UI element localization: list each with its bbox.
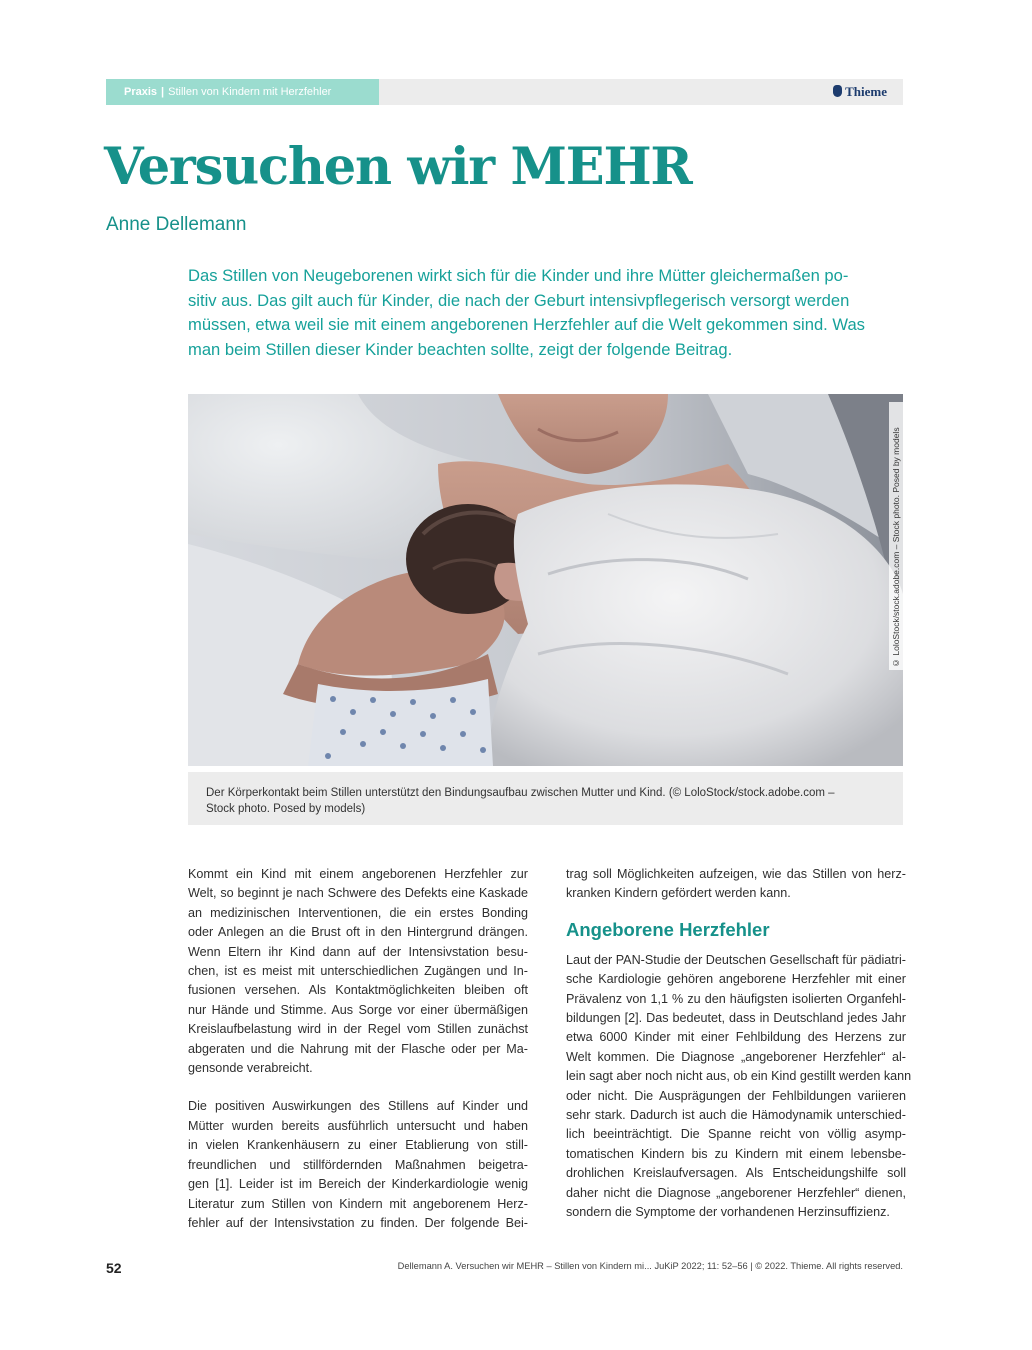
section-heading: Angeborene Herzfehler [566,918,770,940]
footer-citation: Dellemann A. Versuchen wir MEHR – Stillen von Kindern mi... JuKiP 2022; 11: 52–56 | © 2022. Thieme. All rights reserved. [397,1261,903,1271]
running-header [106,79,903,105]
text-line: lich beeinträchtigt. Die Spanne reicht von völlig asymp- [566,1127,906,1142]
body-paragraph [566,951,912,1223]
lead-line: Das Stillen von Neugeborenen wirkt sich für die Kinder und ihre Mütter gleichermaßen po- [188,266,849,285]
text-line: Kreislaufbelastung wird in der Regel vom Stillen zunächst [188,1022,528,1037]
body-column-left [188,865,528,1233]
text-line: gen [1]. Leider ist im Bereich der Kinderkardiologie wenig [188,1177,528,1192]
text-line: Welt kommen. Die Diagnose „angeborener Herzfehler“ al- [566,1049,906,1064]
photo-credit: © LoloStock/stock.adobe.com – Stock photo. Posed by models [891,427,901,668]
brand-name: Thieme [845,84,887,99]
caption-line: Stock photo. Posed by models) [206,803,366,815]
text-line: lein sagt aber noch nicht aus, ob ein Kind gestillt werden kann [566,1069,912,1084]
body-column-right [566,865,912,1223]
text-line: sehr stark. Dadurch ist auch die Hämodynamik unterschied- [566,1108,906,1123]
text-line: sondern die Symptome der vorhandenen Herzinsuffizienz. [566,1205,890,1220]
body-paragraph [188,1097,528,1233]
breastfeeding-photo-illustration [188,394,903,766]
text-line: abgeraten und die Nahrung mit der Flasche oder per Ma- [188,1041,528,1056]
lead-line: sitiv aus. Das gilt auch für Kinder, die nach der Geburt intensivpflegerisch versorgt werden [188,290,850,310]
text-line: Wenn Eltern ihr Kind dann auf der Intensivstation besu- [188,944,528,959]
text-line: an medizinischen Interventionen, die ein erstes Bonding [188,905,528,920]
text-line: kranken Kindern gefördert werden kann. [566,886,791,901]
text-line: daher nicht die Diagnose „angeborener Herzfehler“ dienen, [566,1185,906,1200]
text-line: fusionen versehen. Als Kontaktmöglichkeiten bleiben oft [188,983,528,998]
thieme-logo-icon [833,85,842,97]
figure-caption [188,772,903,825]
text-line: oder nicht. Die Ausprägungen der Fehlbildungen variieren [566,1088,906,1103]
text-line: chen, ist es meist mit unterschiedlichen Zugängen und In- [188,964,528,979]
text-line: Die positiven Auswirkungen des Stillens auf Kinder und [188,1099,528,1114]
page-number: 52 [106,1260,122,1276]
text-line: bildungen [2]. Das bedeutet, dass in Deutschland jedes Jahr [566,1011,906,1026]
section-label: Stillen von Kindern mit Herzfehler [168,86,332,98]
text-line: sche Kardiologie gehören angeborene Herzfehler mit einer [566,972,906,987]
category-label: Praxis [124,86,158,98]
lead-line: müssen, etwa weil sie mit einem angeborenen Herzfehler auf die Welt gekommen sind. Was [188,315,865,335]
header-separator: | [161,86,165,98]
article-photo [188,394,903,766]
text-line: Prävalenz von 1,1 % zu den häufigsten isolierten Organfehl- [566,991,906,1006]
section-tag [106,79,379,105]
publisher-logo [833,79,887,105]
article-title: Versuchen wir MEHR [104,137,692,197]
text-line: Welt, so beginnt je nach Schwere des Defekts eine Kaskade [188,886,528,901]
text-line: Literatur zum Stillen von Kindern mit angeborenem Herz- [188,1196,528,1211]
paragraph-gap [188,1078,528,1097]
text-line: drohlichen Kreislaufversagen. Als Entscheidungshilfe soll [566,1166,906,1181]
article-author: Anne Dellemann [106,214,247,235]
text-line: trag soll Möglichkeiten aufzeigen, wie das Stillen von herz- [566,867,906,881]
text-line: gensonde verabreicht. [188,1061,313,1076]
text-line: nur Hände und Stimme. Aus Sorge vor einer übermäßigen [188,1002,528,1017]
lead-paragraph [188,264,904,362]
text-line: Mütter wurden bereits ausführlich untersucht und haben [188,1118,528,1133]
text-line: oder Anlegen an die Brust oft in den Hintergrund drängen. [188,925,528,940]
lead-line: man beim Stillen dieser Kinder beachten sollte, zeigt der folgende Beitrag. [188,339,733,359]
text-line: fehler auf der Intensivstation zu finden. Der folgende Bei- [188,1215,528,1230]
text-line: etwa 6000 Kinder mit einer Fehlbildung des Herzens zur [566,1030,906,1045]
body-paragraph [188,865,528,1078]
text-line: Kommt ein Kind mit einem angeborenen Herzfehler zur [188,867,528,881]
text-line: freundlichen und stillfördernden Maßnahmen beigetra- [188,1157,528,1172]
caption-line: Der Körperkontakt beim Stillen unterstützt den Bindungsaufbau zwischen Mutter und Kind. (© LoloStock/stock.adobe.com – [206,787,835,799]
text-line: in vielen Krankenhäusern zu einer Etablierung von still- [188,1138,528,1153]
body-paragraph [566,865,906,904]
text-line: Laut der PAN-Studie der Deutschen Gesellschaft für pädiatri- [566,952,906,967]
text-line: tomatischen Kindern bis zu Kindern mit einem lebensbe- [566,1146,906,1161]
